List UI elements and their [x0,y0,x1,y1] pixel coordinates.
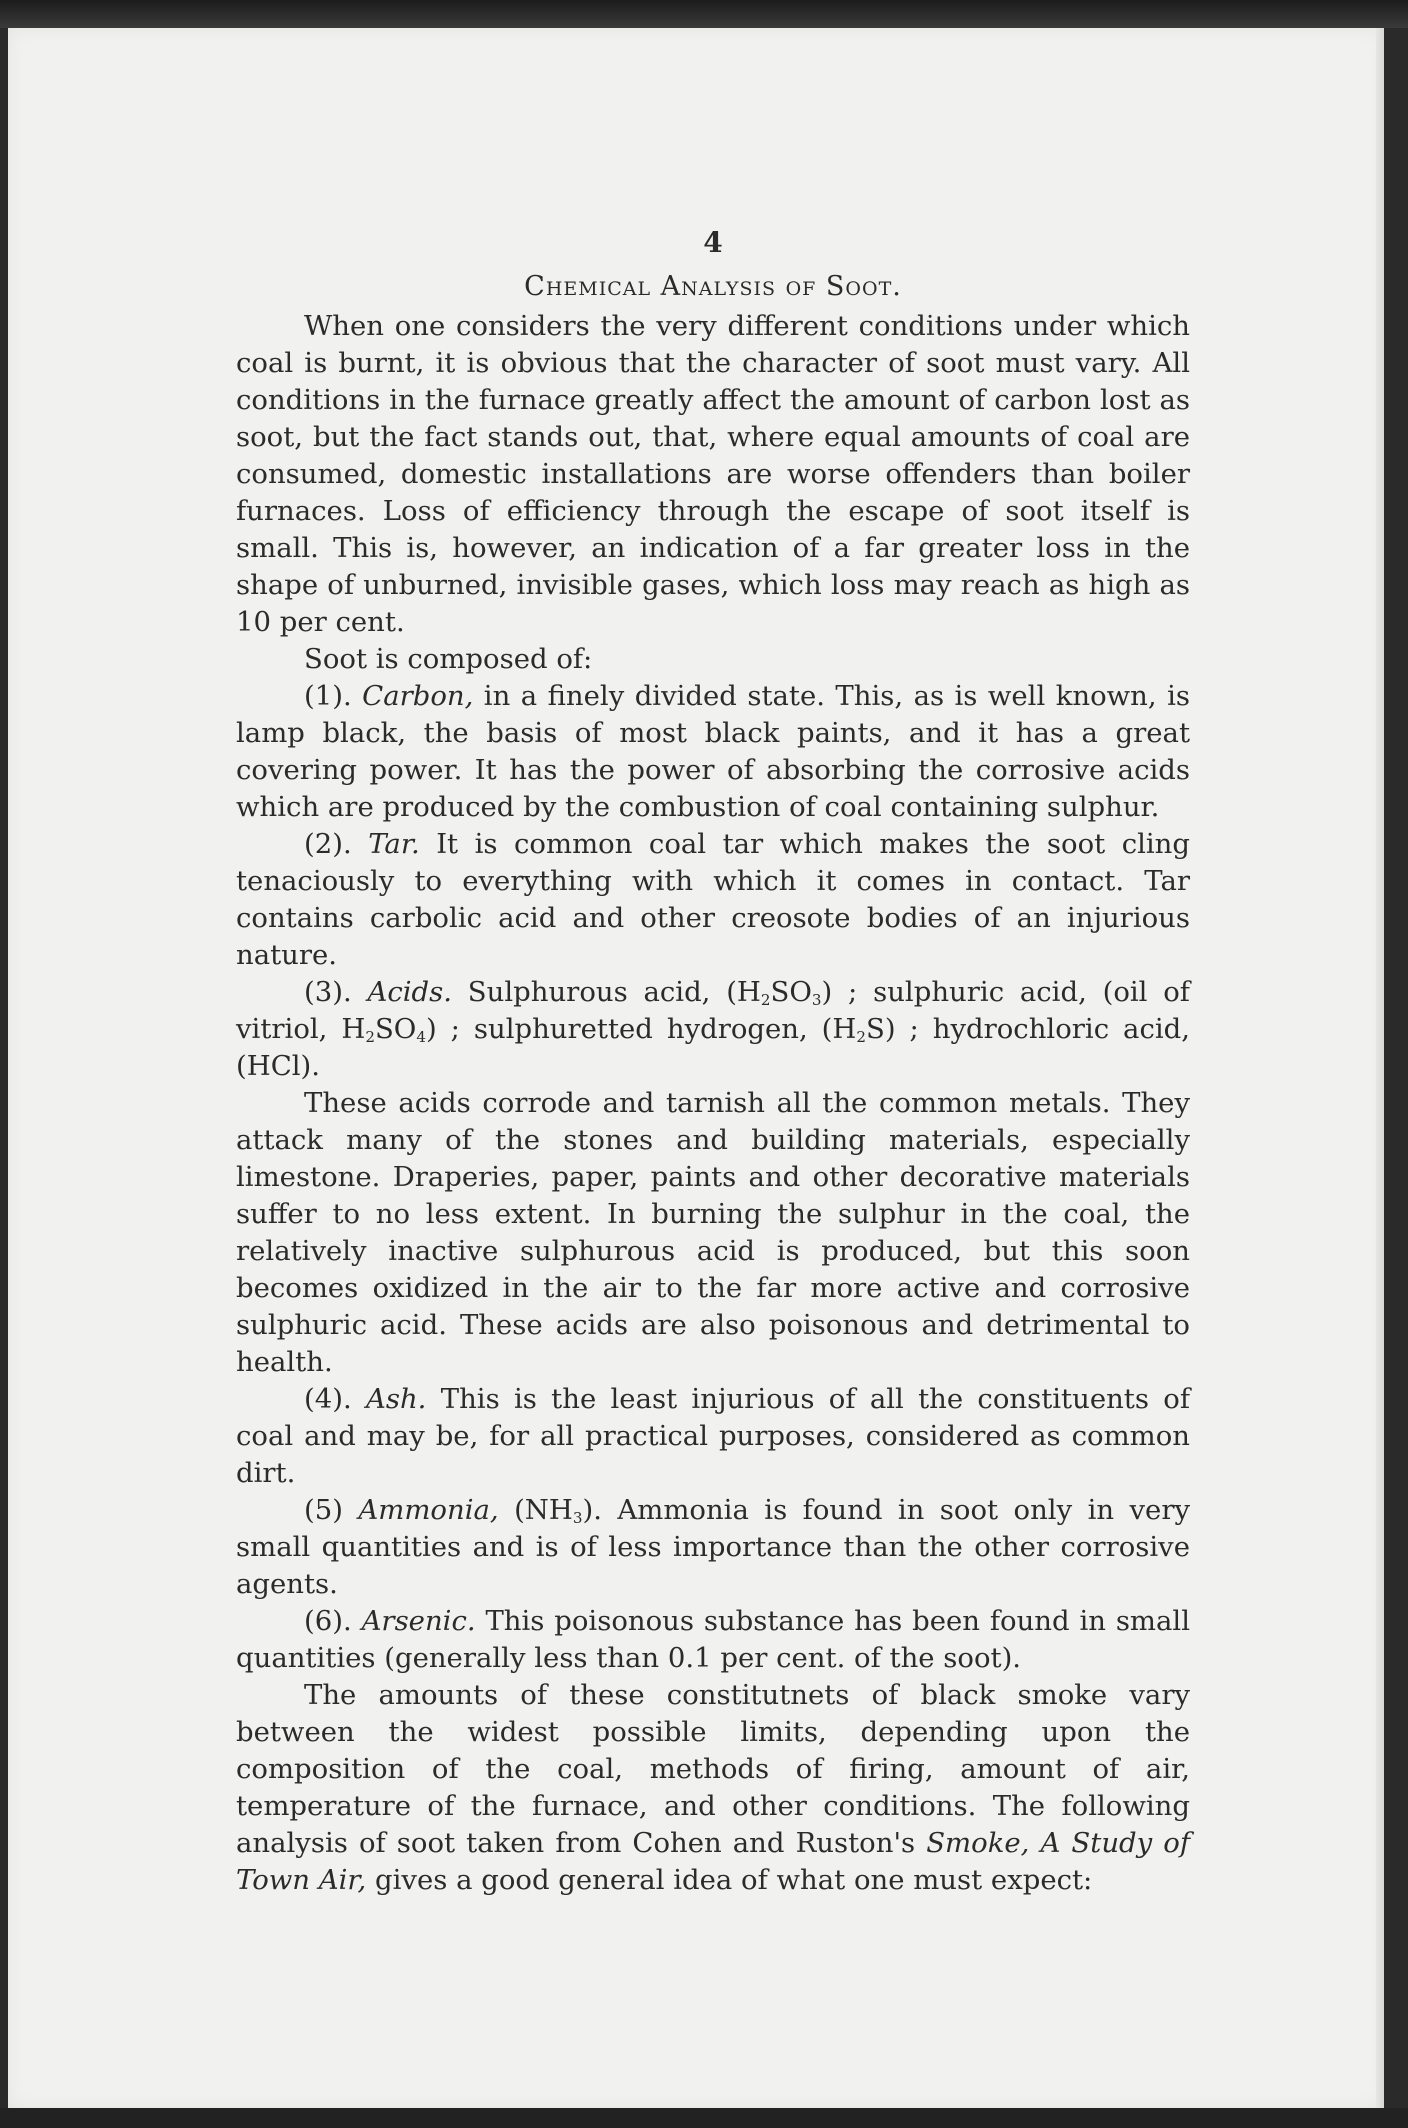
item-text: (NH [498,1494,573,1526]
scan-bottom-edge [0,2108,1408,2128]
item-text: This is the least injurious of all the constituents of coal and may be, for all practical purposes, considered as common dirt. [236,1383,1190,1489]
item-name: Acids. [367,976,453,1008]
item-name: Carbon, [362,680,474,712]
item-text: SO [770,976,812,1008]
section-heading: Chemical Analysis of Soot. [524,271,902,302]
item-number: (1). [304,680,352,712]
book-title: Smoke, A Study of Town Air, [236,1827,1190,1896]
page-number: 4 [703,226,723,259]
subscript: 3 [572,1508,583,1527]
closing-text: gives a good general idea of what one must expect: [366,1864,1093,1896]
page-text [236,226,1190,1899]
item-text: SO [374,1013,417,1045]
subscript: 2 [856,1027,867,1046]
item-text: Sulphurous acid, (H [452,976,761,1008]
subscript: 2 [365,1027,375,1046]
item-carbon [236,678,1190,826]
item-number: (2). [304,828,352,860]
scan-top-edge [0,0,1408,28]
item-number: (5) [304,1494,343,1526]
item-ash [236,1381,1190,1492]
subscript: 4 [416,1027,426,1046]
item-number: (3). [304,976,352,1008]
subscript: 2 [760,990,771,1009]
acids-effects-paragraph: These acids corrode and tarnish all the common metals. They attack many of the stones and building materials, especially limestone. Draperies, paper, paints and other decorative materials suffer to no less extent. In burning the sulphur in the coal, the relatively inactive sulphurous acid is produced, but this soon becomes oxidized in the air to the far more active and corrosive sulphuric acid. These acids are also poisonous and detrimental to health. [236,1087,1190,1378]
item-name: Arsenic. [361,1605,476,1637]
item-text: S) ; hydrochloric acid, (HCl). [236,1013,1190,1082]
item-name: Ash. [366,1383,427,1415]
closing-text: The amounts of these constitutnets of black smoke vary between the widest possible limits, depending upon the composition of the coal, methods of firing, amount of air, temperature of the furnace, and other conditions. The following analysis of soot taken from Cohen and Ruston's [236,1679,1190,1859]
item-text: in a finely divided state. This, as is well known, is lamp black, the basis of most black paints, and it has a great covering power. It has the power of absorbing the corrosive acids which are produced by the combustion of coal containing sulphur. [236,680,1190,823]
intro-paragraph: When one considers the very different conditions under which coal is burnt, it is obvious that the character of soot must vary. All conditions in the furnace greatly affect the amount of carbon lost as soot, but the fact stands out, that, where equal amounts of coal are consumed, domestic installations are worse offenders than boiler furnaces. Loss of efficiency through the escape of soot itself is small. This is, however, an indication of a far greater loss in the shape of unburned, invisible gases, which loss may reach as high as 10 per cent. [236,310,1190,638]
page-fold-shadow [1376,28,1384,2108]
item-name: Tar. [368,828,420,860]
composed-of-paragraph: Soot is composed of: [304,643,593,675]
item-tar [236,826,1190,974]
item-text: ). Ammonia is found in soot only in very small quantities and is of less importance than the other corrosive agents. [236,1494,1191,1600]
item-text: This poisonous substance has been found in small quantities (generally less than 0.1 per cent. of the soot). [236,1605,1190,1674]
item-number: (6). [304,1605,352,1637]
item-ammonia [236,1492,1190,1603]
item-acids [236,974,1190,1085]
closing-paragraph [236,1677,1190,1899]
subscript: 3 [811,990,822,1009]
item-text: It is common coal tar which makes the soot cling tenaciously to everything with which it comes in contact. Tar contains carbolic acid and other creosote bodies of an injurious nature. [236,828,1190,971]
item-number: (4). [304,1383,352,1415]
item-text: ) ; sulphuric acid, (oil of vitriol, H [236,976,1190,1045]
item-name: Ammonia, [358,1494,499,1526]
item-text: ) ; sulphuretted hydrogen, (H [425,1013,857,1045]
item-arsenic [236,1603,1190,1677]
